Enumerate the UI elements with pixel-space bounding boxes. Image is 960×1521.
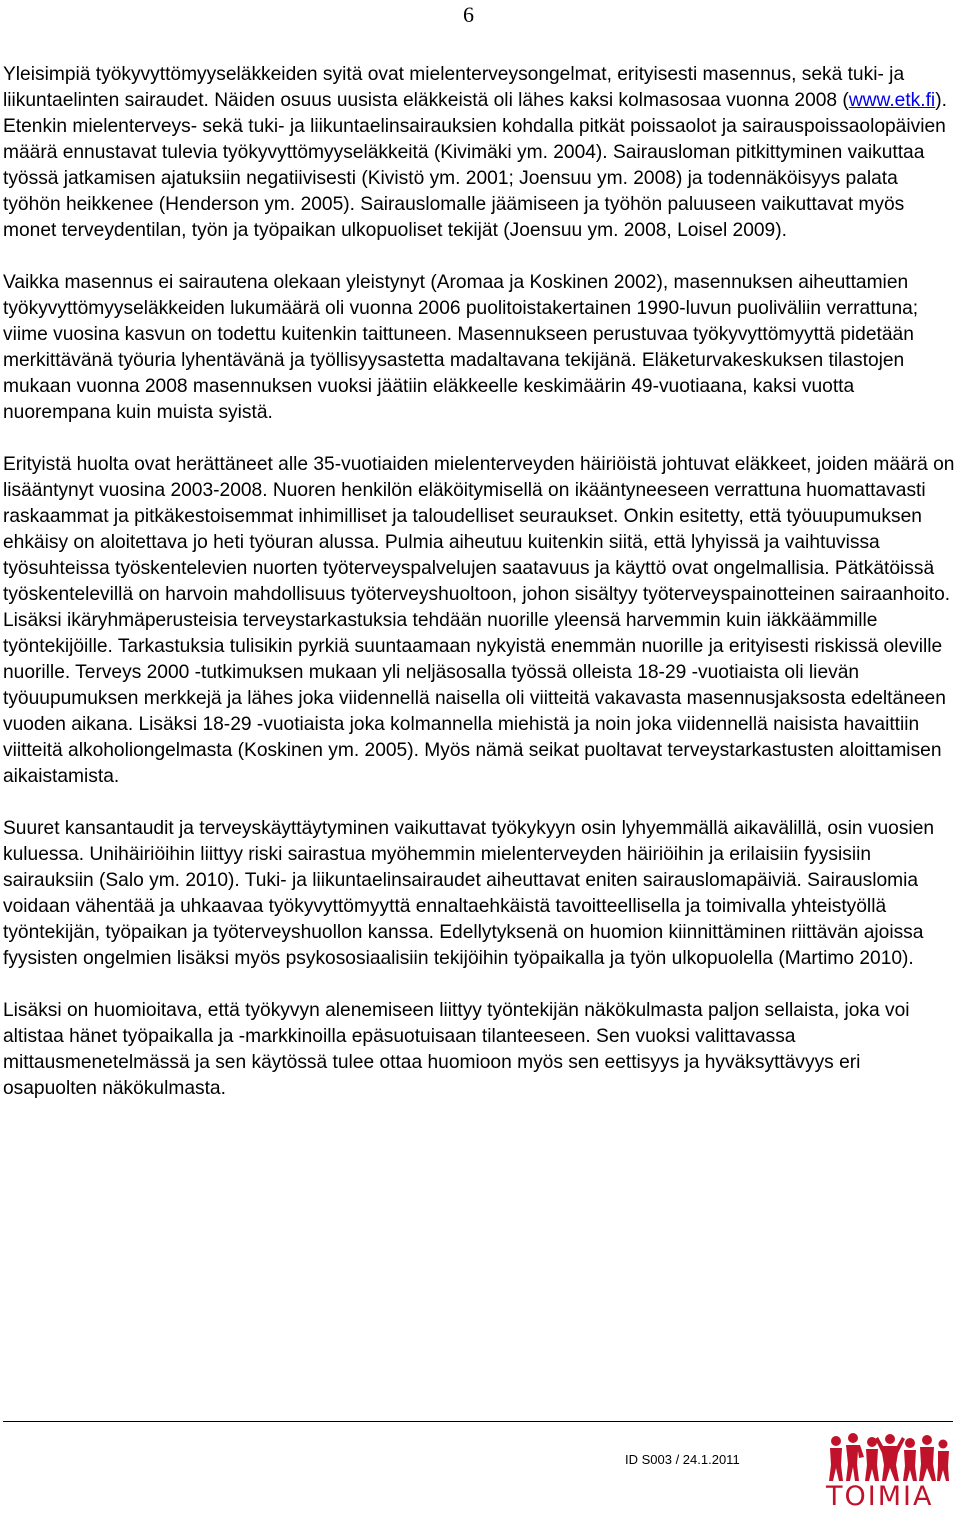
- paragraph-5: Lisäksi on huomioitava, että työkyvyn alenemiseen liittyy työntekijän näkökulmasta paljon sellaista, joka voi altistaa hänet työpaikalla ja -markkinoilla epäsuotuisaan tilanteeseen. Sen vuoksi valittavassa mittausmenetelmässä ja sen käytössä tulee ottaa huomioon myös sen eettisyys ja hyväksyttävyys eri osapuolten näkökulmasta.: [3, 1000, 910, 1099]
- paragraph-4: Suuret kansantaudit ja terveyskäyttäytyminen vaikuttavat työkykyyn osin lyhyemmällä aikavälillä, osin vuosien kuluessa. Unihäiriöihin liittyy riski sairastua myöhemmin mielenterveyden häiriöihin ja erilaisiin fyysisiin sairauksiin (Salo ym. 2010). Tuki- ja liikuntaelinsairaudet aiheuttavat eniten sairauslomapäiviä. Sairauslomia voidaan vähentää ja uhkaavaa työkyvyttömyyttä ennaltaehkäistä tavoitteellisella ja toimivalla yhteistyöllä työntekijän, työpaikan ja työterveyshuollon kanssa. Edellytyksenä on huomion kiinnittäminen riittävän ajoissa fyysisten ongelmien lisäksi myös psykososiaalisiin tekijöihin työpaikalla ja työn ulkopuolella (Martimo 2010).: [3, 818, 935, 969]
- paragraph-3: Erityistä huolta ovat herättäneet alle 35-vuotiaiden mielenterveyden häiriöistä johtuvat eläkkeet, joiden määrä on lisääntynyt vuosina 2003-2008. Nuoren henkilön eläköitymisellä on ikääntyneeseen verrattuna huomattavasti raskaammat ja pitkäkestoisemmat inhimilliset ja taloudelliset seuraukset. Onkin esitetty, että työuupumuksen ehkäisy on aloitettava jo heti työuran alussa. Pulmia aiheutuu kuitenkin siitä, että lyhyissä ja vaihtuvissa työsuhteissa työskentelevien nuorten työterveyspalvelujen saatavuus ja käyttö ovat ongelmallisia. Pätkätöissä työskentelevillä on harvoin mahdollisuus työterveyshuoltoon, johon sisältyy työterveyspainotteinen sairaanhoito. Lisäksi ikäryhmäperusteisia terveystarkastuksia tehdään nuorille yleensä harvemmin kuin iäkkäämmille työntekijöille. Tarkastuksia tulisikin pyrkiä suuntaamaan nykyistä enemmän nuorille ja erityisesti riskissä oleville nuorille. Terveys 2000 -tutkimuksen mukaan yli neljäsosalla työssä olleista 18-29 -vuotiaista oli lievän työuupumuksen merkkejä ja lähes joka viidennellä naisella oli viitteitä vakavasta masennusjaksosta edeltäneen vuoden aikana. Lisäksi 18-29 -vuotiaista joka kolmannella miehistä ja noin joka viidennellä naisista havaittiin viitteitä alkoholiongelmasta (Koskinen ym. 2005). Myös nämä seikat puoltavat terveystarkastusten aloittamisen aikaistamista.: [3, 454, 955, 787]
- document-id: ID S003 / 24.1.2011: [625, 1452, 740, 1467]
- page-number: 6: [463, 2, 474, 27]
- logo-wordmark: TOIMIA: [826, 1481, 934, 1512]
- footer-divider: [3, 1421, 953, 1422]
- paragraph-1-text-b: ). Etenkin mielenterveys- sekä tuki- ja liikuntaelinsairauksien kohdalla pitkät poissaolot ja sairauspoissaolopäivien määrä ennustavat tulevia työkyvyttömyyseläkkeitä (Kivimäki ym. 2004). Sairausloman pitkittyminen vaikuttaa työssä jatkamisen ajatuksiin negatiivisesti (Kivistö ym. 2001; Joensuu ym. 2008) ja todennäköisyys palata työhön heikkenee (Henderson ym. 2005). Sairauslomalle jäämiseen ja työhön paluuseen vaikuttavat myös monet terveydentilan, työn ja työpaikan ulkopuoliset tekijät (Joensuu ym. 2008, Loisel 2009).: [3, 90, 947, 241]
- etk-link[interactable]: www.etk.fi: [848, 90, 936, 111]
- paragraph-2: Vaikka masennus ei sairautena olekaan yleistynyt (Aromaa ja Koskinen 2002), masennuksen aiheuttamien työkyvyttömyyseläkkeiden lukumäärä oli vuonna 2006 puolitoistakertainen 1990-luvun puoliväliin verrattuna; viime vuosina kasvun on todettu kuitenkin taittuneen. Masennukseen perustuvaa työkyvyttömyyttä pidetään merkittävänä työuria lyhentävänä ja työllisyysastetta madaltavana tekijänä. Eläketurvakeskuksen tilastojen mukaan vuonna 2008 masennuksen vuoksi jäätiin eläkkeelle keskimäärin 49-vuotiaana, kaksi vuotta nuorempana kuin muista syistä.: [3, 272, 919, 423]
- document-body: [3, 62, 955, 1128]
- toimia-logo: [800, 1431, 958, 1519]
- paragraph-1-text-a: Yleisimpiä työkyvyttömyyseläkkeiden syitä ovat mielenterveysongelmat, erityisesti masennus, sekä tuki- ja liikuntaelinten sairaudet. Näiden osuus uusista eläkkeistä oli lähes kaksi kolmasosaa vuonna 2008 (: [3, 64, 905, 111]
- people-figures-icon: [828, 1431, 950, 1483]
- paragraph-1: [3, 62, 955, 244]
